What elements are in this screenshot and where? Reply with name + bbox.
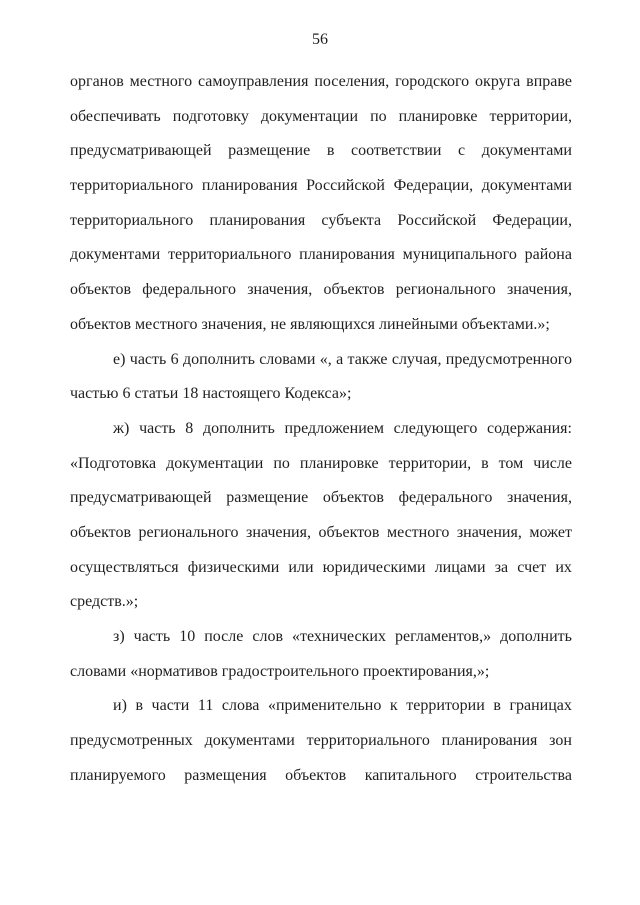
text-line: словами «нормативов градостроительного проектирования,»;: [70, 662, 490, 680]
text-line: объектов федерального значения, объектов регионального значения,: [70, 281, 572, 299]
text-line: «Подготовка документации по планировке территории, в том числе: [70, 454, 572, 472]
text-line: и) в части 11 слова «применительно к территории в границах: [113, 697, 572, 715]
text-line: частью 6 статьи 18 настоящего Кодекса»;: [70, 385, 352, 403]
text-line: органов местного самоуправления поселения, городского округа вправе: [70, 73, 572, 90]
text-line: территориального планирования Российской Федерации, документами: [70, 177, 572, 195]
text-line: ж) часть 8 дополнить предложением следующего содержания:: [113, 419, 572, 437]
text-line: объектов регионального значения, объектов местного значения, может: [70, 523, 572, 541]
text-line: объектов местного значения, не являющихся линейными объектами.»;: [70, 315, 550, 333]
text-line: документами территориального планирования муниципального района: [70, 246, 572, 264]
page-number: 56: [312, 31, 328, 48]
text-content: [70, 65, 572, 793]
text-line: предусмотренных документами территориального планирования зон: [70, 732, 572, 750]
text-line: е) часть 6 дополнить словами «, а также случая, предусмотренного: [113, 350, 572, 368]
paragraph-continuation: [70, 65, 572, 343]
text-line: обеспечивать подготовку документации по планировке территории,: [70, 107, 572, 125]
text-line: осуществляться физическими или юридическими лицами за счет их: [70, 558, 572, 576]
text-line: з) часть 10 после слов «технических регламентов,» дополнить: [113, 628, 572, 645]
paragraph-item-zh: [70, 412, 572, 620]
text-line: предусматривающей размещение в соответствии с документами: [70, 142, 572, 160]
paragraph-item-z: [70, 620, 572, 689]
text-line: предусматривающей размещение объектов федерального значения,: [70, 489, 572, 507]
text-line: средств.»;: [70, 593, 139, 611]
paragraph-item-i: [70, 689, 572, 793]
text-line: территориального планирования субъекта Российской Федерации,: [70, 211, 572, 229]
text-line: планируемого размещения объектов капитального строительства: [70, 766, 572, 784]
paragraph-item-e: [70, 343, 572, 412]
